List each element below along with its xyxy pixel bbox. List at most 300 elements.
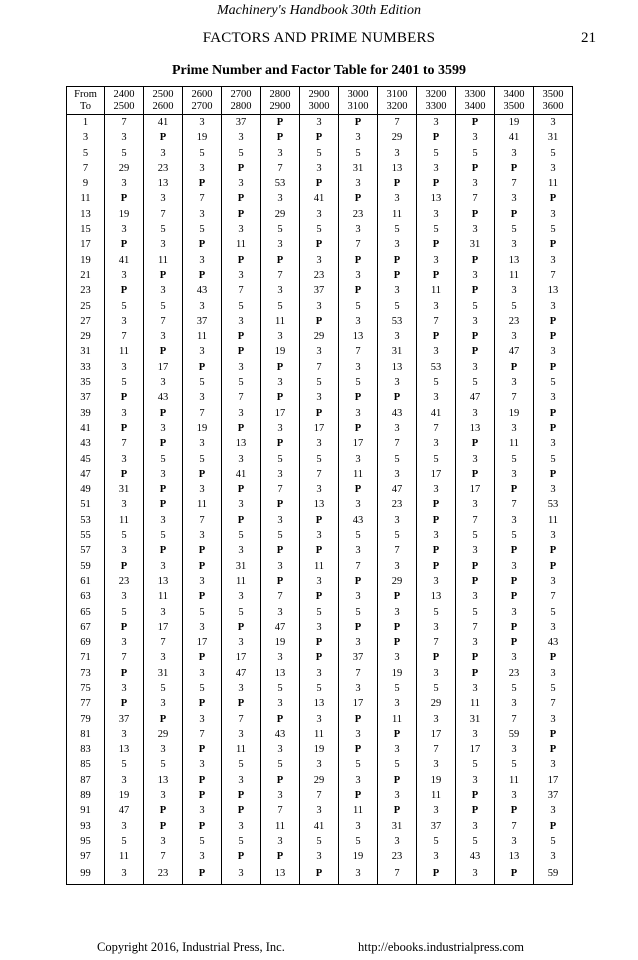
factor-cell: P xyxy=(495,574,534,589)
table-row xyxy=(67,283,573,298)
factor-cell: 5 xyxy=(495,528,534,543)
factor-cell: P xyxy=(534,559,573,574)
factor-cell: 3 xyxy=(417,528,456,543)
factor-cell: 5 xyxy=(300,222,339,237)
factor-cell: 5 xyxy=(534,222,573,237)
factor-cell: 3 xyxy=(495,696,534,711)
row-offset-cell: 77 xyxy=(67,696,105,711)
factor-cell: 3 xyxy=(417,436,456,451)
factor-cell: 5 xyxy=(534,452,573,467)
table-row xyxy=(67,834,573,849)
factor-cell: 7 xyxy=(495,712,534,727)
factor-cell: 3 xyxy=(456,314,495,329)
table-row xyxy=(67,727,573,742)
factor-cell: P xyxy=(183,176,222,191)
factor-cell: 11 xyxy=(144,253,183,268)
factor-cell: P xyxy=(105,390,144,405)
factor-cell: P xyxy=(495,360,534,375)
factor-cell: 3 xyxy=(144,788,183,803)
factor-cell: 7 xyxy=(300,467,339,482)
factor-cell: 13 xyxy=(222,436,261,451)
column-header-from: From xyxy=(74,88,97,100)
factor-cell: 5 xyxy=(417,681,456,696)
factor-cell: 3 xyxy=(222,865,261,885)
factor-cell: 19 xyxy=(495,115,534,131)
factor-cell: P xyxy=(378,635,417,650)
table-row xyxy=(67,406,573,421)
row-offset-cell: 35 xyxy=(67,375,105,390)
factor-cell: 37 xyxy=(339,650,378,665)
factor-cell: 29 xyxy=(300,773,339,788)
factor-cell: 11 xyxy=(261,314,300,329)
factor-cell: 5 xyxy=(183,605,222,620)
factor-cell: 37 xyxy=(534,788,573,803)
row-offset-cell: 89 xyxy=(67,788,105,803)
factor-cell: P xyxy=(183,650,222,665)
factor-cell: P xyxy=(417,329,456,344)
factor-cell: 3 xyxy=(417,482,456,497)
factor-cell: 3 xyxy=(300,712,339,727)
factor-cell: 7 xyxy=(456,620,495,635)
factor-cell: 3 xyxy=(495,375,534,390)
factor-cell: 7 xyxy=(222,712,261,727)
row-offset-cell: 7 xyxy=(67,161,105,176)
table-row xyxy=(67,757,573,772)
factor-cell: 11 xyxy=(534,176,573,191)
factor-cell: 3 xyxy=(339,268,378,283)
factor-cell: 19 xyxy=(183,130,222,145)
table-row xyxy=(67,191,573,206)
factor-cell: P xyxy=(183,360,222,375)
factor-cell: 29 xyxy=(105,161,144,176)
factor-cell: 13 xyxy=(261,865,300,885)
row-offset-cell: 81 xyxy=(67,727,105,742)
factor-cell: 5 xyxy=(495,757,534,772)
factor-cell: 43 xyxy=(261,727,300,742)
table-row xyxy=(67,589,573,604)
factor-cell: 5 xyxy=(300,146,339,161)
factor-cell: 13 xyxy=(300,696,339,711)
row-offset-cell: 45 xyxy=(67,452,105,467)
factor-cell: 7 xyxy=(300,360,339,375)
factor-cell: 59 xyxy=(495,727,534,742)
row-offset-cell: 73 xyxy=(67,666,105,681)
factor-cell: 5 xyxy=(183,834,222,849)
factor-cell: 3 xyxy=(261,696,300,711)
factor-cell: P xyxy=(456,344,495,359)
column-header-to: 2700 xyxy=(191,100,213,112)
table-row xyxy=(67,513,573,528)
row-offset-cell: 69 xyxy=(67,635,105,650)
factor-cell: 3 xyxy=(417,207,456,222)
table-row xyxy=(67,819,573,834)
factor-cell: 3 xyxy=(534,436,573,451)
factor-cell: 3 xyxy=(183,161,222,176)
factor-cell: 3 xyxy=(339,360,378,375)
factor-cell: P xyxy=(417,268,456,283)
factor-cell: 37 xyxy=(300,283,339,298)
factor-cell: 3 xyxy=(222,681,261,696)
row-offset-cell: 11 xyxy=(67,191,105,206)
factor-cell: 23 xyxy=(495,666,534,681)
table-row xyxy=(67,268,573,283)
table-row xyxy=(67,467,573,482)
factor-cell: 3 xyxy=(417,161,456,176)
factor-cell: 19 xyxy=(183,421,222,436)
factor-cell: 3 xyxy=(378,605,417,620)
factor-cell: P xyxy=(183,237,222,252)
table-title: Prime Number and Factor Table for 2401 to 3599 xyxy=(172,63,466,78)
factor-cell: 7 xyxy=(144,849,183,864)
factor-cell: 13 xyxy=(378,360,417,375)
factor-cell: 31 xyxy=(105,482,144,497)
factor-cell: 11 xyxy=(456,696,495,711)
factor-cell: 3 xyxy=(339,176,378,191)
row-offset-cell: 33 xyxy=(67,360,105,375)
factor-cell: 11 xyxy=(105,513,144,528)
table-header-row xyxy=(67,87,573,115)
row-offset-cell: 21 xyxy=(67,268,105,283)
row-offset-cell: 3 xyxy=(67,130,105,145)
column-header-to: 3000 xyxy=(308,100,330,112)
factor-cell: 13 xyxy=(144,773,183,788)
factor-cell: 3 xyxy=(144,329,183,344)
factor-cell: 19 xyxy=(105,788,144,803)
factor-cell: 3 xyxy=(417,115,456,131)
factor-cell: 3 xyxy=(378,696,417,711)
factor-cell: 5 xyxy=(417,605,456,620)
factor-cell: 3 xyxy=(417,712,456,727)
factor-cell: P xyxy=(378,268,417,283)
factor-cell: 3 xyxy=(378,513,417,528)
factor-cell: 5 xyxy=(222,375,261,390)
factor-cell: 3 xyxy=(417,803,456,818)
factor-cell: 7 xyxy=(378,115,417,131)
factor-cell: 17 xyxy=(222,650,261,665)
factor-cell: P xyxy=(261,497,300,512)
factor-cell: P xyxy=(534,819,573,834)
column-header xyxy=(456,87,495,115)
factor-cell: 3 xyxy=(456,773,495,788)
factor-cell: 3 xyxy=(378,467,417,482)
factor-cell: 3 xyxy=(261,329,300,344)
factor-cell: 43 xyxy=(144,390,183,405)
factor-cell: 7 xyxy=(534,589,573,604)
factor-cell: P xyxy=(417,865,456,885)
factor-cell: P xyxy=(456,161,495,176)
factor-cell: 3 xyxy=(261,421,300,436)
factor-cell: 3 xyxy=(339,452,378,467)
factor-cell: 3 xyxy=(300,161,339,176)
column-header-from: 3300 xyxy=(464,88,486,100)
factor-cell: P xyxy=(261,115,300,131)
factor-cell: 5 xyxy=(378,222,417,237)
factor-cell: 5 xyxy=(105,528,144,543)
factor-cell: 3 xyxy=(534,299,573,314)
factor-cell: 19 xyxy=(339,849,378,864)
factor-cell: 5 xyxy=(261,452,300,467)
row-offset-cell: 49 xyxy=(67,482,105,497)
column-header-to: 2800 xyxy=(230,100,252,112)
factor-cell: 13 xyxy=(105,742,144,757)
factor-cell: P xyxy=(534,467,573,482)
factor-cell: P xyxy=(534,329,573,344)
factor-cell: P xyxy=(339,788,378,803)
row-offset-cell: 63 xyxy=(67,589,105,604)
factor-cell: P xyxy=(495,589,534,604)
factor-cell: 5 xyxy=(222,605,261,620)
factor-cell: 7 xyxy=(417,314,456,329)
factor-cell: 7 xyxy=(105,329,144,344)
factor-cell: P xyxy=(417,543,456,558)
factor-cell: 29 xyxy=(261,207,300,222)
factor-cell: 5 xyxy=(105,375,144,390)
factor-cell: 3 xyxy=(378,834,417,849)
factor-cell: 3 xyxy=(144,696,183,711)
factor-cell: P xyxy=(417,513,456,528)
column-header xyxy=(222,87,261,115)
factor-cell: 5 xyxy=(456,375,495,390)
factor-cell: 3 xyxy=(222,773,261,788)
row-offset-cell: 13 xyxy=(67,207,105,222)
factor-cell: 41 xyxy=(417,406,456,421)
factor-cell: 3 xyxy=(183,757,222,772)
factor-cell: 7 xyxy=(417,421,456,436)
factor-cell: P xyxy=(222,161,261,176)
factor-cell: 13 xyxy=(534,283,573,298)
factor-cell: 5 xyxy=(261,681,300,696)
factor-cell: P xyxy=(378,773,417,788)
factor-cell: 3 xyxy=(144,834,183,849)
factor-cell: 3 xyxy=(222,497,261,512)
factor-cell: P xyxy=(300,314,339,329)
factor-cell: P xyxy=(222,253,261,268)
factor-cell: 13 xyxy=(495,253,534,268)
factor-cell: 3 xyxy=(183,482,222,497)
factor-cell: P xyxy=(378,620,417,635)
factor-cell: 11 xyxy=(222,742,261,757)
factor-cell: 7 xyxy=(495,176,534,191)
column-header xyxy=(417,87,456,115)
factor-cell: 3 xyxy=(339,681,378,696)
row-offset-cell: 25 xyxy=(67,299,105,314)
factor-cell: 3 xyxy=(456,819,495,834)
factor-cell: 3 xyxy=(300,344,339,359)
factor-cell: 7 xyxy=(417,635,456,650)
factor-cell: 31 xyxy=(144,666,183,681)
factor-cell: P xyxy=(339,712,378,727)
factor-cell: 13 xyxy=(378,161,417,176)
column-header-to: 2500 xyxy=(113,100,135,112)
factor-cell: 3 xyxy=(456,360,495,375)
column-header-from: 2600 xyxy=(191,88,213,100)
column-header xyxy=(183,87,222,115)
factor-cell: 5 xyxy=(222,146,261,161)
factor-cell: 5 xyxy=(339,605,378,620)
column-header-range xyxy=(67,87,105,115)
factor-cell: 7 xyxy=(378,865,417,885)
factor-cell: 19 xyxy=(417,773,456,788)
factor-cell: 3 xyxy=(183,253,222,268)
factor-cell: 11 xyxy=(495,268,534,283)
factor-cell: 3 xyxy=(300,757,339,772)
factor-cell: 3 xyxy=(222,222,261,237)
factor-cell: 3 xyxy=(378,191,417,206)
factor-cell: P xyxy=(339,390,378,405)
factor-cell: P xyxy=(300,513,339,528)
row-offset-cell: 75 xyxy=(67,681,105,696)
factor-cell: P xyxy=(105,421,144,436)
factor-cell: P xyxy=(456,329,495,344)
factor-cell: 5 xyxy=(105,605,144,620)
factor-cell: 11 xyxy=(378,712,417,727)
table-row xyxy=(67,299,573,314)
factor-cell: 5 xyxy=(105,299,144,314)
factor-cell: 5 xyxy=(417,146,456,161)
factor-cell: 5 xyxy=(105,757,144,772)
prime-factor-table xyxy=(66,86,572,885)
factor-cell: P xyxy=(417,497,456,512)
column-header-to: 3200 xyxy=(386,100,408,112)
factor-cell: 3 xyxy=(456,865,495,885)
factor-cell: P xyxy=(456,436,495,451)
factor-cell: 17 xyxy=(534,773,573,788)
factor-cell: 3 xyxy=(183,666,222,681)
table-row xyxy=(67,849,573,864)
factor-cell: 7 xyxy=(534,268,573,283)
factor-cell: 3 xyxy=(339,635,378,650)
factor-cell: 53 xyxy=(417,360,456,375)
factor-cell: 7 xyxy=(183,406,222,421)
row-offset-cell: 67 xyxy=(67,620,105,635)
factor-cell: 3 xyxy=(456,497,495,512)
factor-cell: P xyxy=(339,742,378,757)
row-offset-cell: 15 xyxy=(67,222,105,237)
factor-cell: 3 xyxy=(417,620,456,635)
factor-cell: 41 xyxy=(144,115,183,131)
factor-cell: 7 xyxy=(339,237,378,252)
factor-cell: P xyxy=(534,314,573,329)
column-header-to: 3500 xyxy=(503,100,525,112)
factor-cell: P xyxy=(144,497,183,512)
factor-cell: P xyxy=(378,589,417,604)
factor-cell: 11 xyxy=(222,237,261,252)
table-row xyxy=(67,635,573,650)
factor-cell: 5 xyxy=(144,222,183,237)
factor-cell: 5 xyxy=(183,222,222,237)
factor-cell: 5 xyxy=(417,375,456,390)
factor-cell: 3 xyxy=(339,130,378,145)
factor-cell: 3 xyxy=(456,130,495,145)
factor-cell: 3 xyxy=(144,742,183,757)
factor-cell: 3 xyxy=(456,406,495,421)
factor-cell: 5 xyxy=(456,299,495,314)
factor-cell: 41 xyxy=(105,253,144,268)
factor-cell: 11 xyxy=(261,819,300,834)
factor-cell: 13 xyxy=(456,421,495,436)
factor-cell: 11 xyxy=(495,436,534,451)
factor-cell: 3 xyxy=(261,788,300,803)
factor-cell: P xyxy=(456,574,495,589)
factor-cell: 5 xyxy=(144,757,183,772)
factor-cell: 13 xyxy=(144,176,183,191)
row-offset-cell: 37 xyxy=(67,390,105,405)
factor-cell: 3 xyxy=(534,712,573,727)
column-header-from: 2700 xyxy=(230,88,252,100)
factor-cell: 3 xyxy=(105,543,144,558)
factor-cell: P xyxy=(378,727,417,742)
factor-cell: 3 xyxy=(378,283,417,298)
factor-cell: 3 xyxy=(183,712,222,727)
factor-cell: 5 xyxy=(105,146,144,161)
factor-cell: 3 xyxy=(495,329,534,344)
factor-cell: 41 xyxy=(222,467,261,482)
factor-cell: 13 xyxy=(417,589,456,604)
table-row xyxy=(67,605,573,620)
table-row xyxy=(67,803,573,818)
factor-cell: 17 xyxy=(456,482,495,497)
factor-cell: 3 xyxy=(456,452,495,467)
factor-cell: 7 xyxy=(144,207,183,222)
factor-cell: 5 xyxy=(339,375,378,390)
factor-cell: P xyxy=(222,620,261,635)
factor-cell: 3 xyxy=(183,574,222,589)
factor-cell: 3 xyxy=(105,222,144,237)
table-row xyxy=(67,620,573,635)
factor-cell: P xyxy=(339,115,378,131)
factor-cell: 29 xyxy=(378,130,417,145)
factor-cell: 3 xyxy=(534,115,573,131)
factor-cell: P xyxy=(261,360,300,375)
table-row xyxy=(67,314,573,329)
factor-cell: 17 xyxy=(417,467,456,482)
factor-cell: 5 xyxy=(495,299,534,314)
factor-cell: 5 xyxy=(261,222,300,237)
factor-cell: P xyxy=(105,283,144,298)
table-row xyxy=(67,712,573,727)
row-offset-cell: 61 xyxy=(67,574,105,589)
factor-cell: 17 xyxy=(144,620,183,635)
footer-url[interactable]: http://ebooks.industrialpress.com xyxy=(358,940,524,954)
factor-cell: P xyxy=(261,773,300,788)
factor-cell: 17 xyxy=(339,436,378,451)
factor-cell: 7 xyxy=(261,482,300,497)
factor-cell: 5 xyxy=(339,834,378,849)
factor-cell: 3 xyxy=(534,574,573,589)
row-offset-cell: 93 xyxy=(67,819,105,834)
row-offset-cell: 1 xyxy=(67,115,105,131)
factor-cell: 5 xyxy=(339,146,378,161)
factor-cell: 7 xyxy=(105,650,144,665)
factor-cell: 23 xyxy=(144,865,183,885)
factor-cell: 3 xyxy=(105,406,144,421)
row-offset-cell: 47 xyxy=(67,467,105,482)
factor-cell: 13 xyxy=(300,497,339,512)
factor-cell: 53 xyxy=(534,497,573,512)
factor-cell: 3 xyxy=(300,436,339,451)
factor-cell: 3 xyxy=(339,406,378,421)
table-row xyxy=(67,788,573,803)
factor-cell: 41 xyxy=(300,191,339,206)
column-header xyxy=(261,87,300,115)
factor-cell: 3 xyxy=(495,421,534,436)
factor-cell: 7 xyxy=(456,191,495,206)
section-title: FACTORS AND PRIME NUMBERS xyxy=(202,30,436,46)
row-offset-cell: 39 xyxy=(67,406,105,421)
table-row xyxy=(67,207,573,222)
page-number: 21 xyxy=(581,30,596,46)
column-header-from: 2500 xyxy=(152,88,174,100)
